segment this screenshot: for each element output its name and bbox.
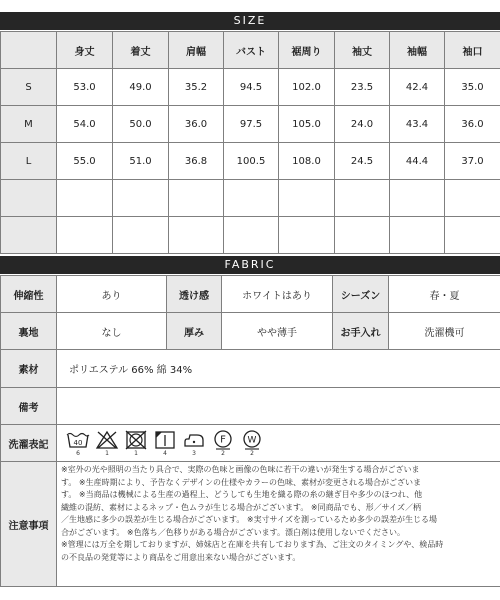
lining-value: なし xyxy=(57,313,167,350)
col-header: 肩幅 xyxy=(169,32,224,69)
no-tumble-dry-icon: 1 xyxy=(123,430,149,457)
size-value xyxy=(224,217,279,254)
size-value: 108.0 xyxy=(279,143,335,180)
no-bleach-icon: 1 xyxy=(94,430,120,457)
size-value xyxy=(335,180,390,217)
size-label: M xyxy=(1,106,57,143)
remarks-row xyxy=(1,388,500,425)
size-value: 43.4 xyxy=(390,106,445,143)
size-value xyxy=(279,217,335,254)
col-header: 着丈 xyxy=(113,32,169,69)
col-header: 袖幅 xyxy=(390,32,445,69)
fabric-row-2 xyxy=(1,313,500,350)
size-value: 37.0 xyxy=(445,143,500,180)
size-value xyxy=(113,217,169,254)
size-value: 50.0 xyxy=(113,106,169,143)
thickness-label: 厚み xyxy=(167,313,222,350)
size-value: 94.5 xyxy=(224,69,279,106)
size-label xyxy=(1,217,57,254)
thickness-value: やや薄手 xyxy=(222,313,333,350)
svg-text:W: W xyxy=(247,435,257,445)
size-label: L xyxy=(1,143,57,180)
size-label: S xyxy=(1,69,57,106)
notes-row xyxy=(1,462,500,587)
size-value: 42.4 xyxy=(390,69,445,106)
size-header-row xyxy=(1,32,500,69)
size-value: 36.0 xyxy=(169,106,224,143)
material-row xyxy=(1,350,500,388)
fabric-table xyxy=(0,275,500,587)
notes-line: ／生地感に多少の誤差が生じる場合がございます。 ※実寸サイズを測っているため多少の誤差が生じる場 xyxy=(61,515,437,524)
remarks-label: 備考 xyxy=(1,388,57,425)
care-icons xyxy=(65,430,500,457)
size-value: 105.0 xyxy=(279,106,335,143)
size-corner-cell xyxy=(1,32,57,69)
notes-label: 注意事項 xyxy=(1,462,57,587)
notes-line: ※管理には万全を期しておりますが、姉妹店と在庫を共有しております為、ご注文のタイミングや、検品時 xyxy=(61,540,444,549)
size-value xyxy=(169,217,224,254)
dry-clean-f-icon: F 2 xyxy=(210,430,236,457)
size-value xyxy=(335,217,390,254)
fabric-section-title: FABRIC xyxy=(0,256,500,274)
notes-line: す。 ※生産時期により、予告なくデザインの仕様やカラーの色味、素材が変更される場合がございま xyxy=(61,477,422,487)
size-value: 102.0 xyxy=(279,69,335,106)
stretch-value: あり xyxy=(57,276,167,313)
size-value xyxy=(390,217,445,254)
size-value: 51.0 xyxy=(113,143,169,180)
care-value: 洗濯機可 xyxy=(389,313,500,350)
fabric-row-1 xyxy=(1,276,500,313)
season-value: 春・夏 xyxy=(389,276,500,313)
wet-clean-w-icon: W 2 xyxy=(239,430,265,457)
sheerness-label: 透け感 xyxy=(167,276,222,313)
col-header: 裾周り xyxy=(279,32,335,69)
size-value: 54.0 xyxy=(57,106,113,143)
size-section-title: SIZE xyxy=(0,12,500,30)
size-label xyxy=(1,180,57,217)
svg-text:F: F xyxy=(220,434,226,445)
size-value: 36.0 xyxy=(445,106,500,143)
wash-40-icon: 40 6 xyxy=(65,430,91,457)
line-dry-shade-icon: 4 xyxy=(152,430,178,457)
size-value xyxy=(224,180,279,217)
size-value xyxy=(445,180,500,217)
iron-low-icon: 3 xyxy=(181,430,207,457)
care-label: お手入れ xyxy=(333,313,389,350)
size-value xyxy=(279,180,335,217)
remarks-value xyxy=(57,388,500,425)
size-value: 35.0 xyxy=(445,69,500,106)
size-value: 36.8 xyxy=(169,143,224,180)
size-value xyxy=(113,180,169,217)
table-row xyxy=(1,180,500,217)
table-row xyxy=(1,143,500,180)
col-header: 袖丈 xyxy=(335,32,390,69)
col-header: 袖口 xyxy=(445,32,500,69)
care-symbols-label: 洗濯表記 xyxy=(1,425,57,462)
size-value: 53.0 xyxy=(57,69,113,106)
size-value xyxy=(390,180,445,217)
sheerness-value: ホワイトはあり xyxy=(222,276,333,313)
notes-line: 合がございます。 ※色落ち／色移りがある場合がございます。漂白剤は使用しないでください。 xyxy=(61,527,405,537)
care-row xyxy=(1,425,500,462)
col-header: バスト xyxy=(224,32,279,69)
notes-line: す。 ※当商品は機械による生産の過程上、どうしても生地を織る際の糸の継ぎ目や多少のほつれ、他 xyxy=(61,490,423,499)
material-value: ポリエステル 66% 綿 34% xyxy=(57,350,500,388)
size-value: 24.0 xyxy=(335,106,390,143)
size-value: 100.5 xyxy=(224,143,279,180)
size-value xyxy=(445,217,500,254)
material-label: 素材 xyxy=(1,350,57,388)
notes-text xyxy=(57,462,500,587)
notes-line: 繊維の混紡、素材によるネップ・色ムラが生じる場合がございます。 ※同商品でも、形／サイズ／柄 xyxy=(61,502,421,512)
size-value: 44.4 xyxy=(390,143,445,180)
notes-line: ※室外の光や照明の当たり具合で、実際の色味と画像の色味に若干の違いが発生する場合がございま xyxy=(61,465,420,474)
care-symbols-cell xyxy=(57,425,500,462)
size-value: 24.5 xyxy=(335,143,390,180)
size-value: 23.5 xyxy=(335,69,390,106)
size-value xyxy=(57,180,113,217)
lining-label: 裏地 xyxy=(1,313,57,350)
table-row xyxy=(1,106,500,143)
size-value xyxy=(169,180,224,217)
size-value: 35.2 xyxy=(169,69,224,106)
size-value: 55.0 xyxy=(57,143,113,180)
stretch-label: 伸縮性 xyxy=(1,276,57,313)
season-label: シーズン xyxy=(333,276,389,313)
col-header: 身丈 xyxy=(57,32,113,69)
svg-text:40: 40 xyxy=(73,438,83,447)
notes-line: の不良品の発覚等により商品をご用意出来ない場合がございます。 xyxy=(61,552,301,562)
size-value: 49.0 xyxy=(113,69,169,106)
size-value: 97.5 xyxy=(224,106,279,143)
table-row xyxy=(1,217,500,254)
size-value xyxy=(57,217,113,254)
size-table xyxy=(0,31,500,254)
table-row xyxy=(1,69,500,106)
